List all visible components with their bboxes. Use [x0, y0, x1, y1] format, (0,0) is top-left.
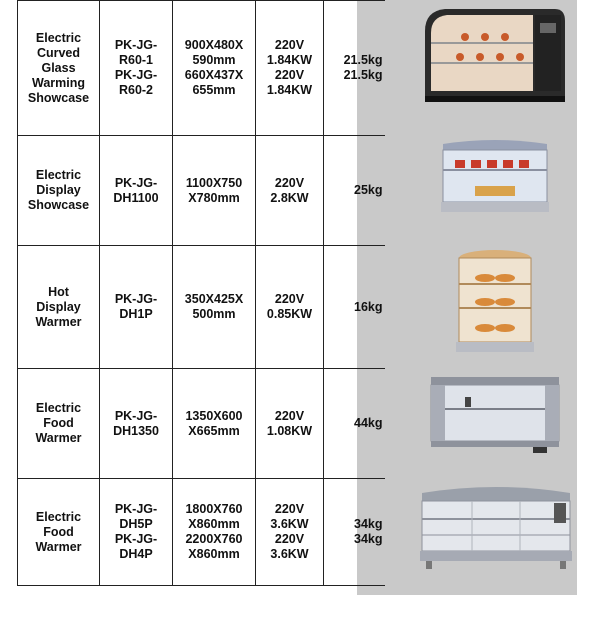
- dimensions: 1800X760 X860mm: [185, 502, 243, 531]
- dimensions: 1350X600 X665mm: [185, 408, 243, 438]
- dimensions: 2200X760 X860mm: [185, 532, 243, 561]
- power-rating: 220V 3.6KW: [270, 502, 309, 531]
- model-number: PK-JG- DH1100: [113, 175, 159, 205]
- table-row: [18, 369, 607, 479]
- product-spec-table: [17, 0, 607, 586]
- model-number: PK-JG- DH4P: [114, 532, 158, 561]
- food-warmer-dh1350-photo: [385, 369, 607, 459]
- power-rating: 220V 3.6KW: [270, 532, 309, 561]
- weight: 21.5kg: [343, 68, 383, 82]
- product-name: Electric Food Warmer: [35, 401, 82, 445]
- model-number: PK-JG- DH1P: [114, 292, 158, 321]
- table-row: [18, 136, 607, 246]
- weight: 25kg: [354, 183, 383, 197]
- dimensions: 900X480X 590mm: [184, 38, 244, 67]
- model-number: PK-JG- DH1350: [113, 408, 159, 438]
- model-number: PK-JG- R60-2: [114, 68, 158, 97]
- product-name: Electric Food Warmer: [35, 509, 82, 554]
- product-name: Electric Display Showcase: [27, 168, 90, 212]
- curved-glass-warming-showcase-photo: [385, 1, 607, 111]
- dimensions: 1100X750 X780mm: [185, 175, 243, 205]
- hot-display-warmer-photo: [385, 246, 607, 356]
- food-warmer-dh5p-photo: [385, 479, 607, 574]
- weight: 16kg: [354, 299, 383, 314]
- dimensions: 660X437X 655mm: [184, 68, 244, 97]
- product-name: Hot Display Warmer: [35, 284, 82, 329]
- weight: 21.5kg: [343, 53, 383, 67]
- table-row: [18, 246, 607, 369]
- power-rating: 220V 1.84KW: [266, 68, 313, 97]
- power-rating: 220V 2.8KW: [270, 175, 309, 205]
- model-number: PK-JG- R60-1: [114, 38, 158, 67]
- power-rating: 220V 1.08KW: [266, 408, 313, 438]
- display-showcase-photo: [385, 136, 607, 216]
- dimensions: 350X425X 500mm: [184, 292, 244, 321]
- weight: 34kg: [354, 517, 383, 531]
- weight: 34kg: [354, 532, 383, 546]
- weight: 44kg: [354, 416, 383, 430]
- power-rating: 220V 0.85KW: [266, 292, 313, 321]
- product-name-cell: [18, 1, 100, 136]
- product-name: Electric Curved Glass Warming Showcase: [27, 30, 90, 105]
- table-row: [18, 1, 607, 136]
- table-row: [18, 479, 607, 586]
- model-number: PK-JG- DH5P: [114, 502, 158, 531]
- power-rating: 220V 1.84KW: [266, 38, 313, 67]
